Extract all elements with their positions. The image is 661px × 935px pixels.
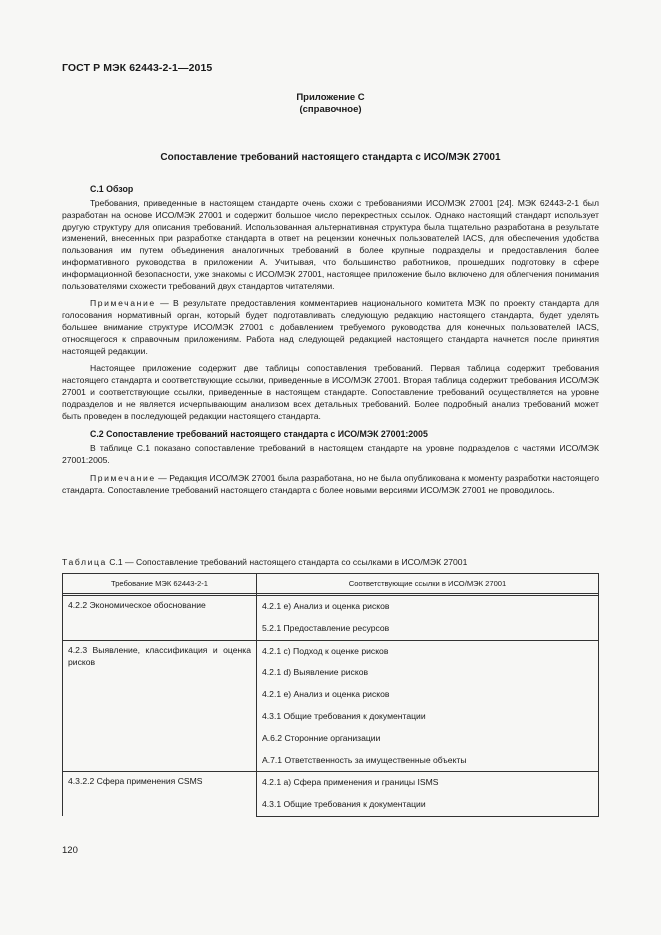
page-number: 120 [62, 845, 78, 856]
section-c1-paragraph-2: Настоящее приложение содержит две таблицы сопоставления требований. Первая таблица содержит требования настоящего стандарта и соответствующие ссылки, приведенные в ИСО/МЭК 27001. Вторая таблица содержит требования ИСО/МЭК 27001 и соответствующие ссылки, приведенные в настоящем стандарте. Сопоставление требований осуществляется на уровне подразделов и не является исчерпывающим анализом всех детальных требований. Более подробный анализ требований может быть проведен в последующей редакции настоящего стандарта. [62, 363, 599, 421]
requirement-cell: 4.2.2 Экономическое обоснование [63, 596, 257, 641]
table-row [63, 772, 599, 794]
table-caption-label: Таблица [62, 557, 107, 567]
reference-cell: 4.2.1 с) Подход к оценке рисков [257, 640, 599, 662]
reference-cell: 4.2.1 е) Анализ и оценка рисков [257, 596, 599, 618]
reference-cell: 4.2.1 d) Выявление рисков [257, 662, 599, 684]
reference-cell: 4.2.1 е) Анализ и оценка рисков [257, 684, 599, 706]
section-c2-paragraph-1: В таблице С.1 показано сопоставление требований в настоящем стандарте на уровне подразделов с частями ИСО/МЭК 27001:2005. [62, 443, 599, 466]
reference-cell: 4.3.1 Общие требования к документации [257, 706, 599, 728]
appendix-kind: (справочное) [299, 104, 362, 115]
table-header-row [63, 574, 599, 594]
table-row [63, 596, 599, 618]
reference-cell: А.6.2 Сторонние организации [257, 728, 599, 750]
note-text: — Редакция ИСО/МЭК 27001 была разработана, но не была опубликована к моменту разработки настоящего стандарта. Сопоставление требований настоящего стандарта с более новыми версиями ИСО/МЭК 27001 не проводилось. [62, 472, 599, 495]
reference-cell: 4.3.1 Общие требования к документации [257, 794, 599, 816]
table-caption-text: С.1 — Сопоставление требований настоящего стандарта со ссылками в ИСО/МЭК 27001 [106, 557, 468, 567]
note-label: Примечание [90, 298, 156, 309]
requirement-cell: 4.2.3 Выявление, классификация и оценка рисков [63, 640, 257, 772]
column-header-references: Соответствующие ссылки в ИСО/МЭК 27001 [257, 574, 599, 594]
section-c2-note [62, 473, 599, 497]
requirements-mapping-table [62, 573, 599, 817]
table-caption [62, 557, 467, 567]
reference-cell: 5.2.1 Предоставление ресурсов [257, 618, 599, 640]
table-row [63, 640, 599, 662]
appendix-body [62, 183, 599, 503]
note-label: Примечание [90, 472, 156, 483]
section-c2-heading: С.2 Сопоставление требований настоящего стандарта с ИСО/МЭК 27001:2005 [90, 429, 428, 440]
reference-cell: 4.2.1 а) Сфера применения и границы ISMS [257, 772, 599, 794]
note-text: — В результате предоставления комментариев национального комитета МЭК по проекту стандарта для голосования нормативный орган, который будет подготавливать следующую редакцию настоящего стандарта, будет уделять большее внимание структуре ИСО/МЭК 27001 с добавлением требуемого руководства для конечных пользователей IACS, относящегося к справочным приложениям. Работа над следующей редакцией настоящего стандарта начнется после принятия настоящей редакции. [62, 298, 599, 356]
document-code-header: ГОСТ Р МЭК 62443-2-1—2015 [62, 62, 213, 74]
section-c1-paragraph-1: Требования, приведенные в настоящем стандарте очень схожи с требованиями ИСО/МЭК 27001 [24]. МЭК 62443-2-1 был разработан на основе ИСО/МЭК 27001 и содержит большое число перекрестных ссылок. Однако настоящий стандарт использует другую структуру для описания требований. Использованная альтернативная структура была тщательно разработана в результате изменений, внесенных при разработке стандарта в ответ на рецензии конечных пользователей IACS, для обеспечения удобства пользования им путем объединения аналогичных требований в более крупные подразделы и предоставления более информативного руководства в приложении А. Учитывая, что большинство работников, прошедших подготовку в сфере информационной безопасности, уже знакомы с ИСО/МЭК 27001, настоящее приложение было включено для облегчения понимания пользователями схожести требований двух стандартов читателями. [62, 198, 599, 291]
appendix-label: Приложение С [296, 92, 365, 103]
appendix-heading [0, 92, 661, 116]
column-header-requirement: Требование МЭК 62443-2-1 [63, 574, 257, 594]
requirement-cell: 4.3.2.2 Сфера применения CSMS [63, 772, 257, 817]
appendix-title: Сопоставление требований настоящего стандарта с ИСО/МЭК 27001 [160, 152, 501, 163]
section-c1-note [62, 298, 599, 357]
section-c1-heading: С.1 Обзор [90, 184, 134, 194]
reference-cell: А.7.1 Ответственность за имущественные объекты [257, 750, 599, 772]
